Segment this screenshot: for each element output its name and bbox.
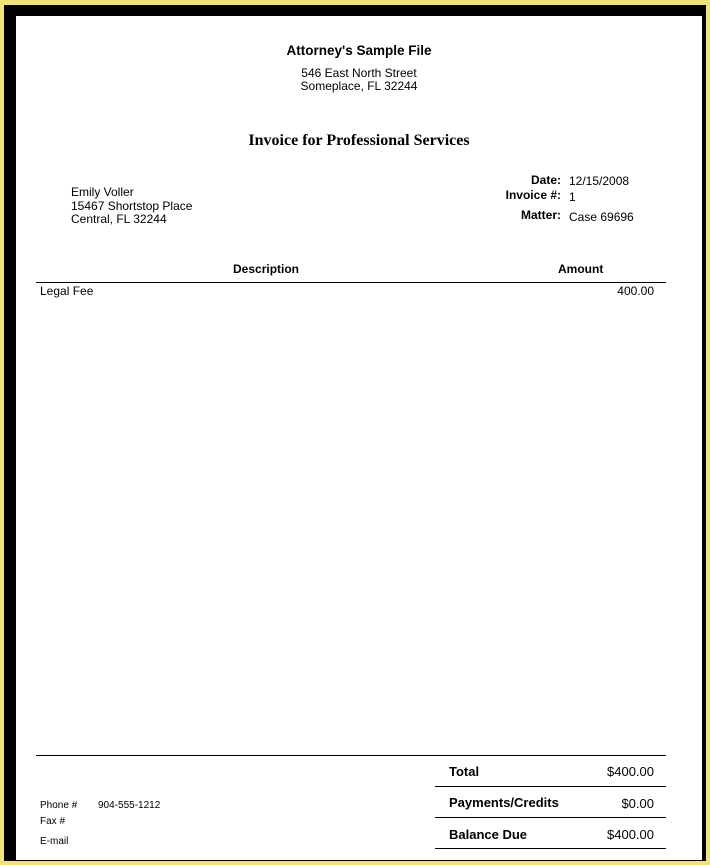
payments-rule <box>435 817 666 818</box>
email-label: E-mail <box>40 836 69 847</box>
balance-label: Balance Due <box>449 827 528 842</box>
total-label: Total <box>449 764 480 779</box>
phone-label: Phone # <box>40 800 78 811</box>
matter-label: Matter: <box>520 208 561 222</box>
client-name: Emily Voller <box>71 185 134 199</box>
matter-value: Case 69696 <box>569 210 634 224</box>
amount-header: Amount <box>558 262 604 276</box>
total-rule <box>435 786 666 787</box>
description-header: Description <box>233 262 300 276</box>
date-value: 12/15/2008 <box>569 174 630 188</box>
invoice-number-value: 1 <box>569 190 576 204</box>
row-description: Legal Fee <box>40 284 94 298</box>
phone-value: 904-555-1212 <box>98 800 161 811</box>
balance-value: $400.00 <box>607 827 654 842</box>
document-frame <box>4 5 706 861</box>
payments-value: $0.00 <box>621 796 654 811</box>
client-street: 15467 Shortstop Place <box>71 199 193 213</box>
invoice-page <box>16 16 702 860</box>
date-label: Date: <box>530 173 561 187</box>
client-city-line: Central, FL 32244 <box>71 212 167 226</box>
firm-street: 546 East North Street <box>301 66 417 80</box>
invoice-number-label: Invoice #: <box>505 188 561 202</box>
invoice-title: Invoice for Professional Services <box>248 132 470 149</box>
firm-city-line: Someplace, FL 32244 <box>300 79 418 93</box>
total-value: $400.00 <box>607 764 654 779</box>
firm-name: Attorney's Sample File <box>286 43 432 58</box>
row-amount: 400.00 <box>617 284 654 298</box>
header-rule <box>36 282 666 283</box>
balance-rule <box>435 848 666 849</box>
footer-rule <box>36 755 666 756</box>
payments-label: Payments/Credits <box>449 795 559 810</box>
fax-label: Fax # <box>40 816 66 827</box>
